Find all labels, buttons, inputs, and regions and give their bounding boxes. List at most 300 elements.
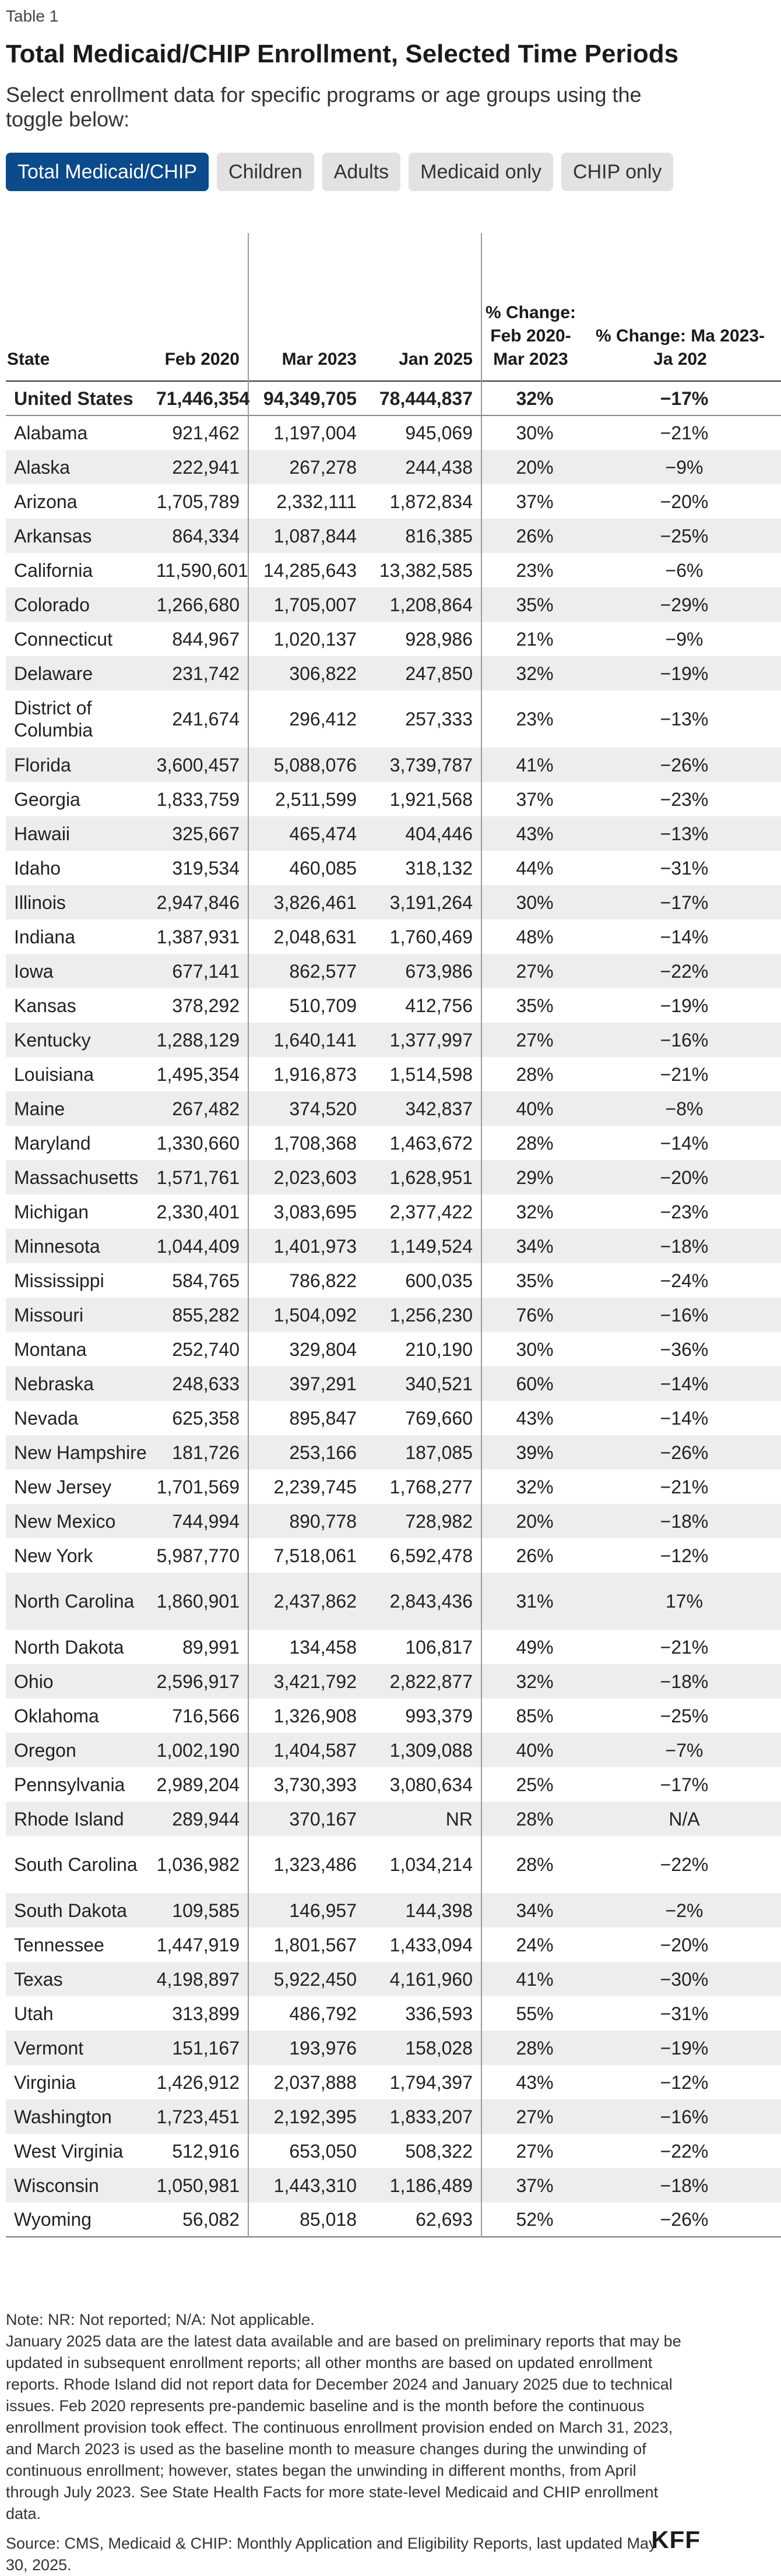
value-cell: −29%	[660, 594, 709, 615]
table-row	[6, 851, 781, 885]
table-row	[6, 2168, 781, 2203]
table-row	[6, 587, 781, 622]
value-cell: −9%	[665, 628, 703, 650]
value-cell: −2%	[665, 1900, 703, 1921]
table-scroll[interactable]	[6, 233, 765, 2237]
state-cell: Georgia	[14, 788, 80, 810]
state-cell: Idaho	[14, 857, 61, 879]
state-cell: New Mexico	[14, 1510, 116, 1532]
value-cell: 28%	[481, 1057, 587, 1091]
value-cell: 2,239,745	[273, 1476, 357, 1497]
value-cell: −18%	[660, 2175, 709, 2196]
value-cell: 1,571,761	[156, 1160, 248, 1194]
value-cell: 465,474	[289, 823, 357, 844]
state-cell: Michigan	[14, 1201, 89, 1222]
value-cell: −18%	[660, 1235, 709, 1257]
state-cell: Hawaii	[14, 823, 71, 844]
value-cell: 71,446,354	[156, 381, 248, 415]
value-cell: 253,166	[289, 1442, 357, 1463]
value-cell: 60%	[481, 1366, 587, 1401]
state-cell: Kansas	[14, 995, 76, 1016]
toggle-adults[interactable]: Adults	[322, 153, 401, 191]
value-cell: −14%	[660, 926, 709, 947]
value-cell: 1,404,587	[273, 1739, 357, 1761]
state-cell: Colorado	[14, 594, 90, 615]
value-cell: 5,088,076	[273, 754, 357, 776]
value-cell: −21%	[660, 1636, 709, 1658]
state-cell: Delaware	[14, 662, 93, 684]
value-cell: 29%	[481, 1160, 587, 1194]
table-row	[6, 919, 781, 954]
value-cell: −9%	[665, 456, 703, 478]
state-cell: Oklahoma	[14, 1705, 99, 1726]
value-cell: 49%	[481, 1630, 587, 1664]
value-cell: 94,349,705	[263, 387, 357, 409]
value-cell: −23%	[660, 788, 709, 810]
value-cell: 1,266,680	[156, 587, 248, 622]
table-row	[6, 1263, 781, 1298]
state-cell: Nevada	[14, 1407, 79, 1429]
state-cell: Virginia	[14, 2071, 76, 2093]
table-row	[6, 1504, 781, 1538]
table-row	[6, 690, 781, 748]
value-cell: −26%	[660, 2209, 709, 2230]
state-cell: New York	[14, 1545, 93, 1566]
value-cell: 106,817	[405, 1636, 473, 1658]
header-row	[6, 233, 781, 381]
state-cell: Rhode Island	[14, 1808, 124, 1830]
value-cell: 1,050,981	[156, 2168, 248, 2203]
value-cell: 1,002,190	[156, 1733, 248, 1767]
value-cell: 313,899	[156, 1996, 248, 2031]
value-cell: 3,739,787	[389, 754, 473, 776]
table-label: Table 1	[6, 7, 59, 25]
value-cell: 37%	[481, 782, 587, 816]
table-row	[6, 988, 781, 1023]
value-cell: −17%	[660, 891, 709, 913]
note-abbreviations: Note: NR: Not reported; N/A: Not applicable.	[6, 2311, 315, 2328]
table-row	[6, 782, 781, 816]
state-cell: Alaska	[14, 456, 71, 478]
value-cell: 85,018	[300, 2209, 357, 2230]
state-cell: Missouri	[14, 1304, 84, 1326]
value-cell: −6%	[665, 559, 703, 581]
state-cell: Minnesota	[14, 1235, 100, 1257]
table-row	[6, 1126, 781, 1160]
value-cell: 625,358	[156, 1401, 248, 1435]
value-cell: 340,521	[405, 1373, 473, 1394]
value-cell: 2,989,204	[156, 1767, 248, 1802]
value-cell: 1,640,141	[273, 1029, 357, 1051]
value-cell: 1,705,789	[156, 484, 248, 519]
column-header[interactable]: % Change: Feb 2020-Mar 2023	[481, 233, 587, 381]
value-cell: 26%	[481, 1538, 587, 1573]
value-cell: 25%	[481, 1767, 587, 1802]
value-cell: 2,332,111	[276, 491, 357, 512]
table-row	[6, 1962, 781, 1996]
source-note: Source: CMS, Medicaid & CHIP: Monthly Application and Eligibility Reports, last updated May 30, 2025.	[6, 2535, 657, 2574]
value-cell: −12%	[660, 1545, 709, 1566]
column-header[interactable]: Feb 2020	[156, 233, 248, 381]
value-cell: 28%	[481, 1802, 587, 1836]
value-cell: 17%	[665, 1591, 703, 1612]
state-cell: Illinois	[14, 891, 66, 913]
table-row	[6, 1298, 781, 1332]
value-cell: −31%	[660, 2003, 709, 2024]
value-cell: 716,566	[156, 1698, 248, 1733]
value-cell: 35%	[481, 988, 587, 1023]
toggle-total[interactable]: Total Medicaid/CHIP	[6, 153, 209, 191]
table-row	[6, 885, 781, 919]
state-cell: Arkansas	[14, 525, 92, 547]
value-cell: 146,957	[289, 1900, 357, 1921]
value-cell: 378,292	[156, 988, 248, 1023]
value-cell: 512,916	[156, 2134, 248, 2168]
value-cell: −16%	[660, 1304, 709, 1326]
value-cell: 4,161,960	[389, 1968, 473, 1990]
value-cell: 27%	[481, 954, 587, 988]
value-cell: 510,709	[289, 995, 357, 1016]
value-cell: −21%	[660, 422, 709, 443]
value-cell: −25%	[660, 525, 709, 547]
value-cell: 52%	[481, 2203, 587, 2237]
table-row	[6, 450, 781, 484]
value-cell: −26%	[660, 1442, 709, 1463]
state-cell: Maine	[14, 1098, 65, 1119]
value-cell: −21%	[660, 1476, 709, 1497]
value-cell: 816,385	[405, 525, 473, 547]
value-cell: 1,860,901	[156, 1573, 248, 1630]
value-cell: 31%	[481, 1573, 587, 1630]
value-cell: 27%	[481, 2134, 587, 2168]
value-cell: 319,534	[156, 851, 248, 885]
table-row	[6, 519, 781, 553]
state-cell: South Carolina	[14, 1854, 138, 1875]
value-cell: 1,036,982	[156, 1836, 248, 1893]
state-cell: Washington	[14, 2106, 112, 2127]
value-cell: 1,256,230	[389, 1304, 473, 1326]
value-cell: 1,495,354	[156, 1057, 248, 1091]
column-header[interactable]: Mar 2023	[282, 350, 357, 369]
value-cell: 2,596,917	[156, 1664, 248, 1698]
value-cell: −31%	[660, 857, 709, 879]
kff-logo: KFF	[651, 2526, 701, 2553]
table-row	[6, 553, 781, 587]
value-cell: 7,518,061	[273, 1545, 357, 1566]
table-row	[6, 748, 781, 782]
value-cell: 2,511,599	[275, 788, 357, 810]
value-cell: 2,377,422	[389, 1201, 473, 1222]
value-cell: −19%	[660, 662, 709, 684]
value-cell: 2,048,631	[273, 926, 357, 947]
value-cell: 32%	[481, 656, 587, 690]
value-cell: 1,723,451	[156, 2099, 248, 2134]
state-cell: Ohio	[14, 1671, 54, 1692]
table-row	[6, 1767, 781, 1802]
value-cell: 37%	[481, 484, 587, 519]
value-cell: 2,947,846	[156, 885, 248, 919]
value-cell: 3,730,393	[273, 1774, 357, 1795]
value-cell: 34%	[481, 1893, 587, 1927]
state-cell: Utah	[14, 2003, 54, 2024]
value-cell: 30%	[481, 885, 587, 919]
table-row	[6, 1435, 781, 1470]
column-header[interactable]: % Change: Ma 2023- Ja 202	[595, 326, 765, 369]
value-cell: 921,462	[156, 415, 248, 450]
value-cell: 1,708,368	[273, 1132, 357, 1154]
table-row	[6, 2099, 781, 2134]
value-cell: 41%	[481, 748, 587, 782]
value-cell: 40%	[481, 1091, 587, 1126]
value-cell: 1,186,489	[389, 2175, 473, 2196]
value-cell: 241,674	[156, 690, 248, 748]
value-cell: 151,167	[156, 2031, 248, 2065]
value-cell: 325,667	[156, 816, 248, 851]
value-cell: 248,633	[156, 1366, 248, 1401]
value-cell: 1,447,919	[156, 1927, 248, 1962]
value-cell: 1,705,007	[273, 594, 357, 615]
value-cell: −21%	[660, 1063, 709, 1085]
value-cell: 89,991	[156, 1630, 248, 1664]
table-row	[6, 1733, 781, 1767]
value-cell: 600,035	[405, 1270, 473, 1291]
table-row	[6, 2134, 781, 2168]
value-cell: −19%	[660, 2037, 709, 2059]
value-cell: −7%	[665, 1739, 703, 1761]
state-cell: Massachusetts	[14, 1167, 139, 1188]
value-cell: 257,333	[405, 709, 473, 730]
value-cell: 85%	[481, 1698, 587, 1733]
value-cell: 43%	[481, 816, 587, 851]
state-cell: Vermont	[14, 2037, 84, 2059]
table-row	[6, 816, 781, 851]
table-row	[6, 1802, 781, 1836]
value-cell: 5,987,770	[156, 1538, 248, 1573]
value-cell: 11,590,601	[156, 553, 248, 587]
value-cell: 1,197,004	[273, 422, 357, 443]
value-cell: 41%	[481, 1962, 587, 1996]
table-row	[6, 1023, 781, 1057]
value-cell: 1,309,088	[389, 1739, 473, 1761]
value-cell: 1,034,214	[389, 1854, 473, 1875]
table-row	[6, 1194, 781, 1229]
subtitle: Select enrollment data for specific programs or age groups using the toggle below:	[6, 83, 642, 131]
value-cell: 222,941	[156, 450, 248, 484]
value-cell: 786,822	[289, 1270, 357, 1291]
value-cell: 40%	[481, 1733, 587, 1767]
value-cell: 1,433,094	[389, 1934, 473, 1955]
value-cell: −14%	[660, 1407, 709, 1429]
value-cell: 24%	[481, 1927, 587, 1962]
value-cell: −18%	[660, 1671, 709, 1692]
table-row	[6, 1229, 781, 1263]
value-cell: 35%	[481, 587, 587, 622]
value-cell: 3,191,264	[389, 891, 473, 913]
state-cell: Mississippi	[14, 1270, 104, 1291]
value-cell: −17%	[660, 1774, 709, 1795]
value-cell: −8%	[665, 1098, 703, 1119]
value-cell: 187,085	[405, 1442, 473, 1463]
state-cell: United States	[14, 387, 133, 409]
value-cell: 1,794,397	[389, 2071, 473, 2093]
state-cell: Montana	[14, 1338, 87, 1360]
state-cell: Connecticut	[14, 628, 112, 650]
value-cell: 1,401,973	[273, 1235, 357, 1257]
value-cell: 32%	[481, 1470, 587, 1504]
table-row	[6, 1332, 781, 1366]
value-cell: 48%	[481, 919, 587, 954]
value-cell: 35%	[481, 1263, 587, 1298]
table-row-total	[6, 381, 781, 415]
state-cell: Texas	[14, 1968, 63, 1990]
value-cell: 1,463,672	[389, 1132, 473, 1154]
note-body: January 2025 data are the latest data available and are based on preliminary reports that may be updated in subsequent enrollment reports; all other months are based on updated enrollment reports. Rhode Island did not report data for December 2024 and January 2025 due to technical issues. Feb 2020 represents pre-pandemic baseline and is the month before the continuous enrollment provision took effect. The continuous enrollment provision ended on March 31, 2023, and March 2023 is used as the baseline month to measure changes during the unwinding of continuous enrollment; however, states began the unwinding in different months, from April through July 2023. See State Health Facts for more state-level Medicaid and CHIP enrollment data.	[6, 2332, 681, 2522]
value-cell: 1,044,409	[156, 1229, 248, 1263]
value-cell: 673,986	[405, 960, 473, 982]
value-cell: 404,446	[405, 823, 473, 844]
value-cell: −30%	[660, 1968, 709, 1990]
value-cell: 1,921,568	[389, 788, 473, 810]
value-cell: 20%	[481, 450, 587, 484]
value-cell: 44%	[481, 851, 587, 885]
value-cell: 1,768,277	[389, 1476, 473, 1497]
value-cell: 26%	[481, 519, 587, 553]
value-cell: −14%	[660, 1373, 709, 1394]
value-cell: 28%	[481, 1126, 587, 1160]
value-cell: 62,693	[416, 2209, 473, 2230]
value-cell: 508,322	[405, 2140, 473, 2162]
value-cell: 928,986	[405, 628, 473, 650]
value-cell: −12%	[660, 2071, 709, 2093]
value-cell: 39%	[481, 1435, 587, 1470]
state-cell: Iowa	[14, 960, 54, 982]
state-cell: California	[14, 559, 93, 581]
value-cell: 247,850	[405, 662, 473, 684]
table-body	[6, 381, 781, 2237]
state-cell: Kentucky	[14, 1029, 91, 1051]
value-cell: 134,458	[289, 1636, 357, 1658]
value-cell: 1,833,207	[389, 2106, 473, 2127]
value-cell: 1,208,864	[389, 594, 473, 615]
value-cell: 296,412	[289, 709, 357, 730]
value-cell: −16%	[660, 1029, 709, 1051]
value-cell: 1,801,567	[273, 1934, 357, 1955]
value-cell: 43%	[481, 2065, 587, 2099]
value-cell: −20%	[660, 1167, 709, 1188]
value-cell: 2,843,436	[389, 1591, 473, 1612]
page-title: Total Medicaid/CHIP Enrollment, Selected Time Periods	[6, 40, 679, 68]
value-cell: 2,023,603	[273, 1167, 357, 1188]
table-row	[6, 1573, 781, 1630]
value-cell: 30%	[481, 1332, 587, 1366]
toggle-medicaid-only[interactable]: Medicaid only	[409, 153, 553, 191]
value-cell: 1,330,660	[156, 1126, 248, 1160]
value-cell: 231,742	[156, 656, 248, 690]
value-cell: 193,976	[289, 2037, 357, 2059]
value-cell: 210,190	[405, 1338, 473, 1360]
table-row	[6, 1927, 781, 1962]
state-cell: New Jersey	[14, 1476, 112, 1497]
value-cell: 1,443,310	[273, 2175, 357, 2196]
value-cell: −18%	[660, 1510, 709, 1532]
state-cell: North Dakota	[14, 1636, 124, 1658]
value-cell: 2,822,877	[389, 1671, 473, 1692]
state-cell: District of Columbia	[14, 697, 93, 741]
toggle-group	[6, 153, 711, 191]
value-cell: 252,740	[156, 1332, 248, 1366]
table-row	[6, 1366, 781, 1401]
value-cell: −22%	[660, 960, 709, 982]
toggle-children[interactable]: Children	[217, 153, 314, 191]
state-cell: Indiana	[14, 926, 75, 947]
table-row	[6, 2065, 781, 2099]
value-cell: 109,585	[156, 1893, 248, 1927]
table-row	[6, 484, 781, 519]
value-cell: −13%	[660, 823, 709, 844]
value-cell: 34%	[481, 1229, 587, 1263]
value-cell: 1,087,844	[273, 525, 357, 547]
value-cell: 895,847	[289, 1407, 357, 1429]
value-cell: 244,438	[405, 456, 473, 478]
table-row	[6, 1538, 781, 1573]
value-cell: 267,482	[156, 1091, 248, 1126]
state-cell: Wisconsin	[14, 2175, 99, 2196]
value-cell: 3,600,457	[156, 748, 248, 782]
state-cell: Nebraska	[14, 1373, 94, 1394]
table-row	[6, 415, 781, 450]
state-cell: Tennessee	[14, 1934, 104, 1955]
notes	[6, 2309, 682, 2576]
value-cell: 412,756	[405, 995, 473, 1016]
value-cell: 862,577	[289, 960, 357, 982]
value-cell: 23%	[481, 553, 587, 587]
value-cell: 329,804	[289, 1338, 357, 1360]
value-cell: 993,379	[405, 1705, 473, 1726]
value-cell: 374,520	[289, 1098, 357, 1119]
value-cell: 1,387,931	[156, 919, 248, 954]
value-cell: 32%	[481, 1194, 587, 1229]
table-row	[6, 954, 781, 988]
value-cell: −25%	[660, 1705, 709, 1726]
value-cell: 1,426,912	[156, 2065, 248, 2099]
value-cell: −22%	[660, 1854, 709, 1875]
table-row	[6, 622, 781, 656]
value-cell: 56,082	[156, 2203, 248, 2237]
value-cell: 27%	[481, 2099, 587, 2134]
value-cell: 844,967	[156, 622, 248, 656]
state-cell: Louisiana	[14, 1063, 94, 1085]
value-cell: 2,330,401	[156, 1194, 248, 1229]
value-cell: −20%	[660, 1934, 709, 1955]
value-cell: 2,437,862	[273, 1591, 357, 1612]
toggle-chip-only[interactable]: CHIP only	[561, 153, 673, 191]
value-cell: 23%	[481, 690, 587, 748]
table-row	[6, 1664, 781, 1698]
value-cell: 342,837	[405, 1098, 473, 1119]
value-cell: 1,872,834	[389, 491, 473, 512]
column-header[interactable]: Jan 2025	[399, 350, 473, 369]
value-cell: 6,592,478	[389, 1545, 473, 1566]
table-row	[6, 1996, 781, 2031]
table-row	[6, 2031, 781, 2065]
column-header[interactable]: State	[7, 350, 50, 369]
state-cell: Florida	[14, 754, 71, 776]
value-cell: 318,132	[405, 857, 473, 879]
state-cell: Wyoming	[14, 2209, 92, 2230]
value-cell: −19%	[660, 995, 709, 1016]
table-row	[6, 656, 781, 690]
value-cell: −13%	[660, 709, 709, 730]
